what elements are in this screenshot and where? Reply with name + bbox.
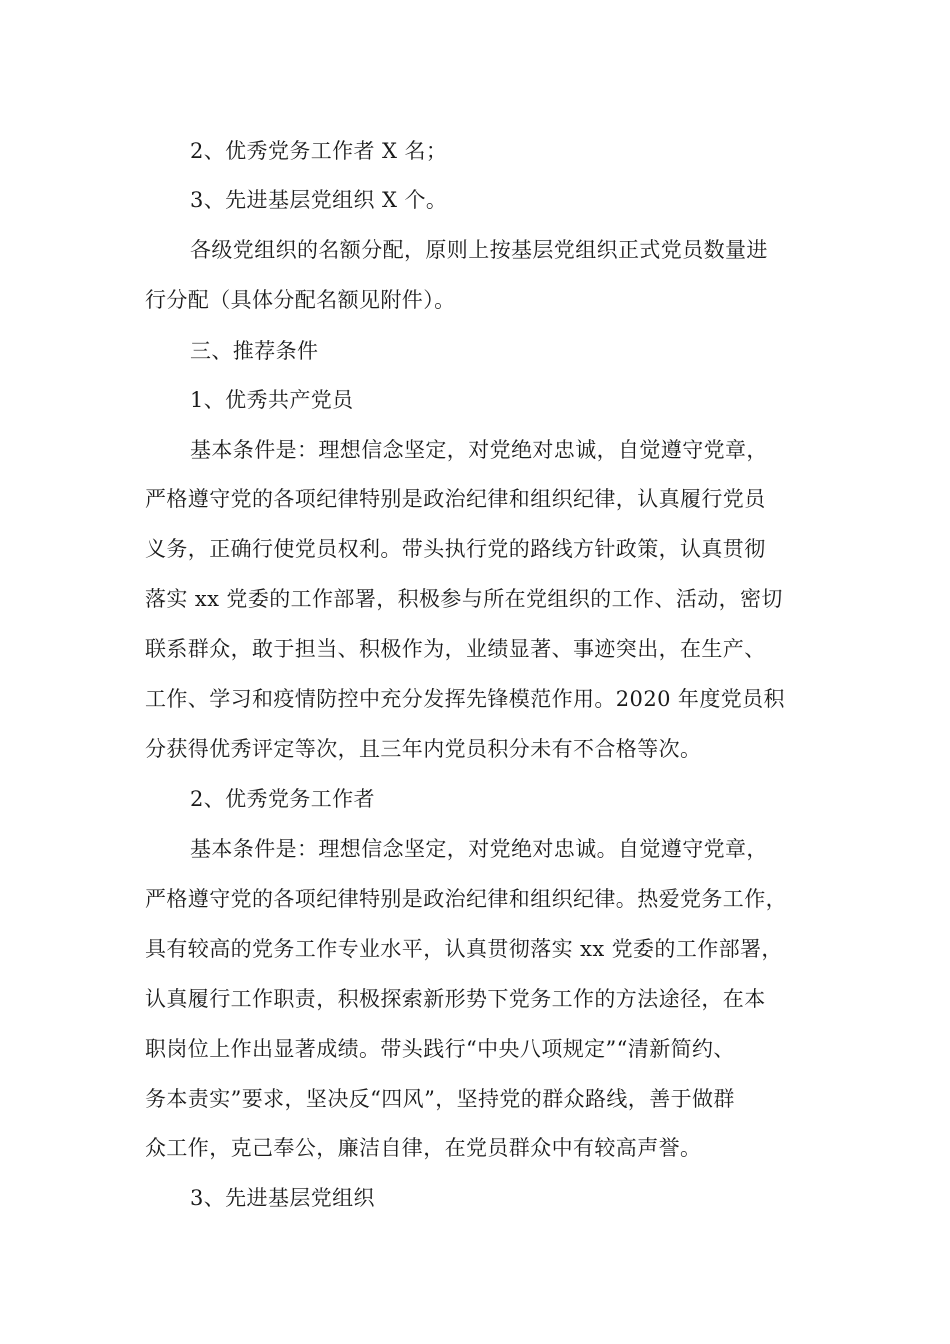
paragraph-line: 严格遵守党的各项纪律特别是政治纪律和组织纪律，认真履行党员 (145, 487, 766, 511)
paragraph-line: 分获得优秀评定等次，且三年内党员积分未有不合格等次。 (145, 737, 702, 761)
paragraph-line: 基本条件是：理想信念坚定，对党绝对忠诚。自觉遵守党章， (190, 837, 768, 861)
section-heading: 三、推荐条件 (190, 339, 319, 363)
quota-item-3: 3、先进基层党组织 X 个。 (190, 188, 448, 212)
quota-item-2: 2、优秀党务工作者 X 名； (190, 139, 448, 163)
paragraph-line: 众工作，克己奉公，廉洁自律，在党员群众中有较高声誉。 (145, 1136, 702, 1160)
subsection-heading: 1、优秀共产党员 (190, 388, 354, 412)
paragraph-line: 基本条件是：理想信念坚定，对党绝对忠诚，自觉遵守党章， (190, 438, 768, 462)
paragraph-line: 职岗位上作出显著成绩。带头践行“中央八项规定”“清新简约、 (145, 1037, 735, 1061)
paragraph-line: 认真履行工作职责，积极探索新形势下党务工作的方法途径，在本 (145, 987, 766, 1011)
paragraph-line: 工作、学习和疫情防控中充分发挥先锋模范作用。2020 年度党员积 (145, 687, 785, 711)
paragraph-line: 联系群众，敢于担当、积极作为，业绩显著、事迹突出，在生产、 (145, 637, 766, 661)
paragraph-line: 具有较高的党务工作专业水平，认真贯彻落实 xx 党委的工作部署， (145, 937, 783, 961)
subsection-heading: 2、优秀党务工作者 (190, 787, 375, 811)
subsection-heading: 3、先进基层党组织 (190, 1186, 375, 1210)
paragraph-line: 严格遵守党的各项纪律特别是政治纪律和组织纪律。热爱党务工作， (145, 887, 787, 911)
paragraph-line: 义务，正确行使党员权利。带头执行党的路线方针政策，认真贯彻 (145, 537, 766, 561)
paragraph-line: 落实 xx 党委的工作部署，积极参与所在党组织的工作、活动，密切 (145, 587, 783, 611)
paragraph-line: 务本责实”要求，坚决反“四风”，坚持党的群众路线，善于做群 (145, 1087, 735, 1111)
paragraph-line: 各级党组织的名额分配，原则上按基层党组织正式党员数量进 (190, 238, 768, 262)
paragraph-line: 行分配（具体分配名额见附件）。 (145, 288, 456, 312)
